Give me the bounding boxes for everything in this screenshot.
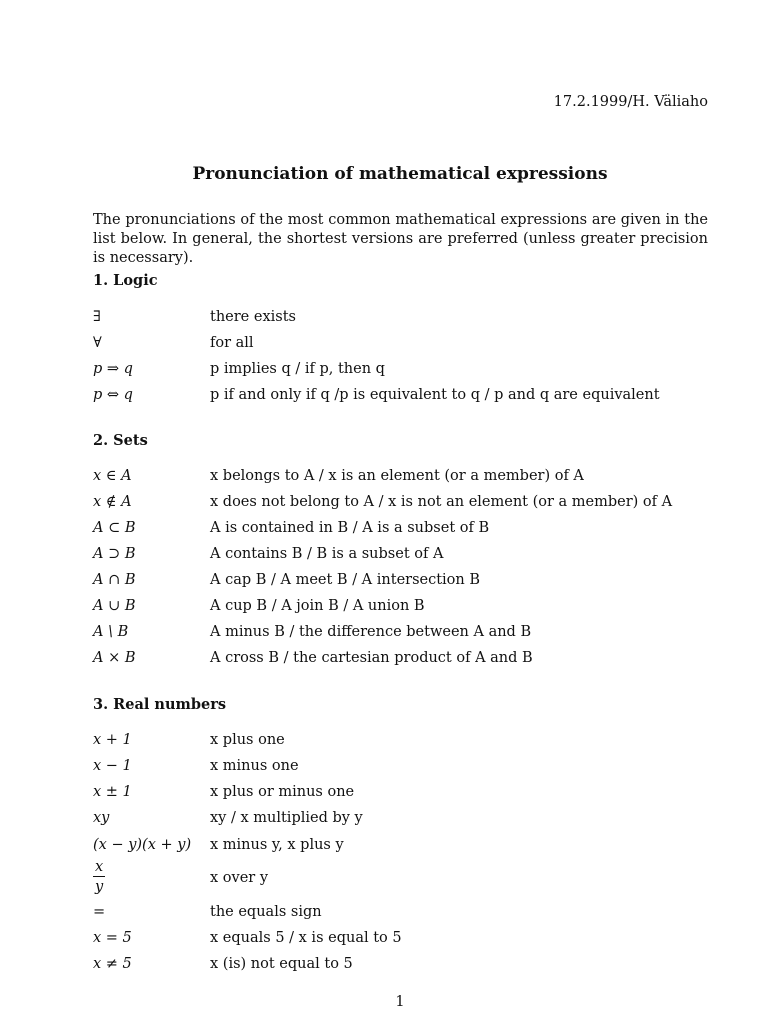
fraction-expression bbox=[93, 858, 105, 897]
expression: x − 1 bbox=[93, 758, 132, 774]
pronunciation: x minus one bbox=[210, 758, 299, 774]
table-row bbox=[93, 784, 733, 808]
pronunciation: p if and only if q /p is equivalent to q / p and q are equivalent bbox=[210, 387, 660, 403]
intro-paragraph: The pronunciations of the most common mathematical expressions are given in the list below. In general, the shortest versions are preferred (unless greater precision is necessary). bbox=[93, 212, 708, 266]
expression: ∃ bbox=[93, 309, 101, 325]
pronunciation: x plus one bbox=[210, 732, 285, 748]
table-row bbox=[93, 494, 733, 518]
expression: x ∉ A bbox=[93, 494, 132, 510]
expression: x = 5 bbox=[93, 930, 132, 946]
pronunciation: x plus or minus one bbox=[210, 784, 355, 800]
expression: A ∩ B bbox=[93, 572, 136, 588]
pronunciation: x minus y, x plus y bbox=[210, 837, 344, 853]
pronunciation: x (is) not equal to 5 bbox=[210, 956, 353, 972]
expression: A ⊂ B bbox=[93, 520, 136, 536]
fraction-denominator: y bbox=[94, 879, 104, 895]
table-row bbox=[93, 546, 733, 570]
table-row bbox=[93, 732, 733, 756]
pronunciation: A contains B / B is a subset of A bbox=[210, 546, 444, 562]
table-row bbox=[93, 930, 733, 954]
expression: p ⇔ q bbox=[93, 387, 133, 403]
expression: x ± 1 bbox=[93, 784, 132, 800]
pronunciation: xy / x multiplied by y bbox=[210, 810, 363, 826]
page-number: 1 bbox=[395, 994, 405, 1010]
table-row bbox=[93, 624, 733, 648]
table-row bbox=[93, 858, 733, 906]
pronunciation: A minus B / the difference between A and B bbox=[210, 624, 532, 640]
expression: xy bbox=[93, 810, 110, 826]
expression: (x − y)(x + y) bbox=[93, 837, 192, 853]
expression: A ⊃ B bbox=[93, 546, 136, 562]
page-title: Pronunciation of mathematical expressions bbox=[192, 164, 608, 184]
table-row bbox=[93, 361, 733, 385]
section-heading-sets: 2. Sets bbox=[93, 432, 148, 449]
pronunciation: x equals 5 / x is equal to 5 bbox=[210, 930, 402, 946]
section-heading-real-numbers: 3. Real numbers bbox=[93, 696, 227, 713]
table-row bbox=[93, 904, 733, 928]
pronunciation: x belongs to A / x is an element (or a member) of A bbox=[210, 468, 584, 484]
table-row bbox=[93, 810, 733, 834]
pronunciation: there exists bbox=[210, 309, 296, 325]
pronunciation: A cup B / A join B / A union B bbox=[210, 598, 425, 614]
pronunciation: x over y bbox=[210, 870, 269, 886]
pronunciation: A cap B / A meet B / A intersection B bbox=[210, 572, 481, 588]
expression: x ≠ 5 bbox=[93, 956, 132, 972]
table-row bbox=[93, 572, 733, 596]
section-heading-logic: 1. Logic bbox=[93, 272, 158, 289]
expression: A × B bbox=[93, 650, 136, 666]
pronunciation: the equals sign bbox=[210, 904, 322, 920]
expression: x ∈ A bbox=[93, 468, 132, 484]
expression: ∀ bbox=[93, 335, 102, 351]
table-row bbox=[93, 335, 733, 359]
fraction-numerator: x bbox=[95, 859, 104, 875]
pronunciation: A is contained in B / A is a subset of B bbox=[210, 520, 490, 536]
table-row bbox=[93, 309, 733, 333]
table-row bbox=[93, 387, 733, 411]
pronunciation: p implies q / if p, then q bbox=[210, 361, 385, 377]
table-row bbox=[93, 758, 733, 782]
pronunciation: for all bbox=[210, 335, 254, 351]
table-row bbox=[93, 956, 733, 980]
expression: = bbox=[93, 904, 106, 920]
expression: x + 1 bbox=[93, 732, 132, 748]
pronunciation: x does not belong to A / x is not an element (or a member) of A bbox=[210, 494, 673, 510]
table-row bbox=[93, 520, 733, 544]
header-note: 17.2.1999/H. Väliaho bbox=[553, 94, 708, 110]
pronunciation: A cross B / the cartesian product of A and B bbox=[210, 650, 533, 666]
expression: A ∪ B bbox=[93, 598, 136, 614]
table-row bbox=[93, 468, 733, 492]
table-row bbox=[93, 650, 733, 674]
expression: A \ B bbox=[93, 624, 129, 640]
table-row bbox=[93, 598, 733, 622]
expression: p ⇒ q bbox=[93, 361, 133, 377]
